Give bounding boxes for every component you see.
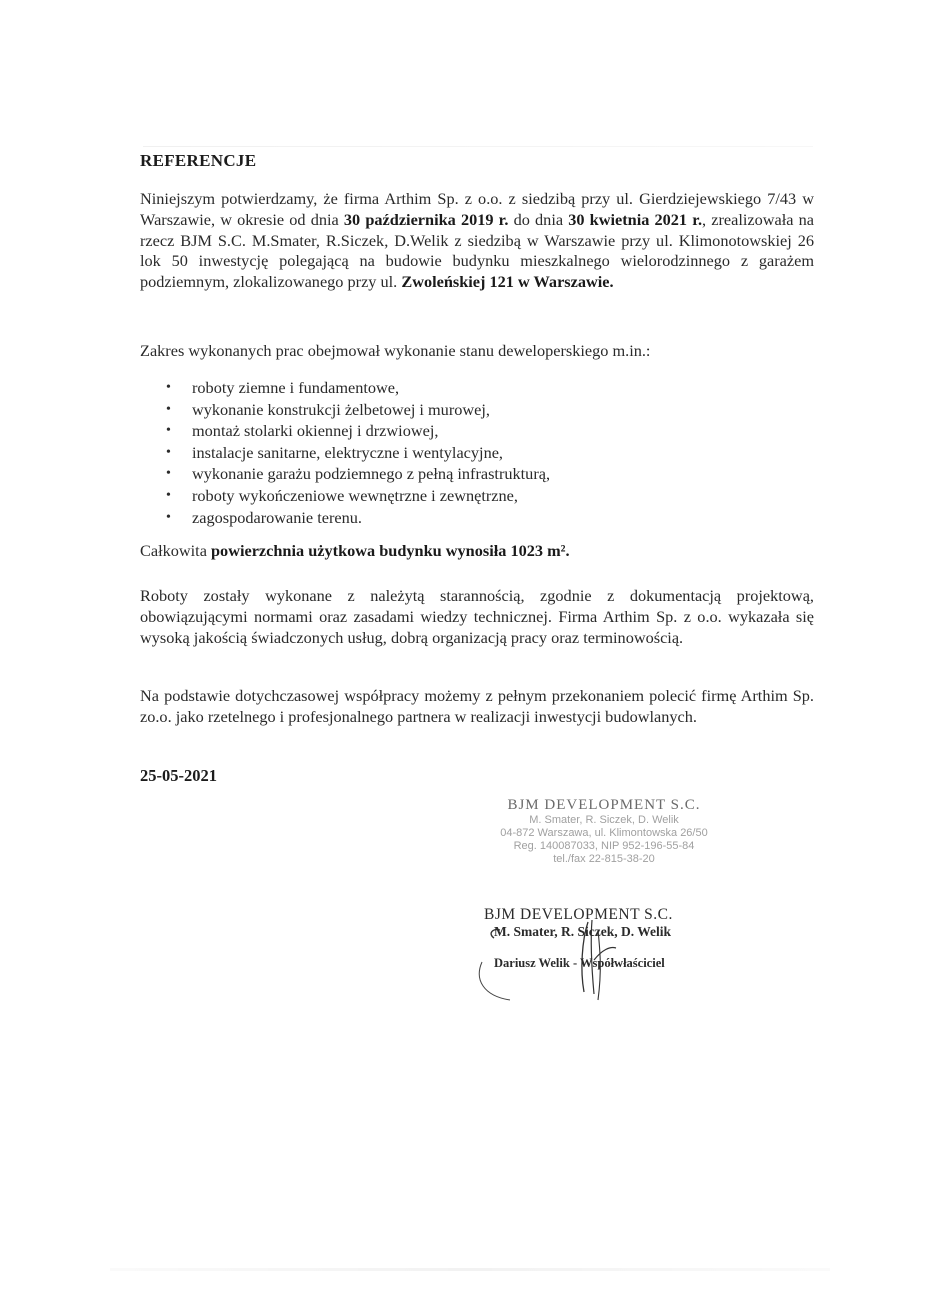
signature-stamp-company: BJM DEVELOPMENT S.C. xyxy=(484,906,673,923)
list-item: • roboty ziemne i fundamentowe, xyxy=(160,377,550,399)
document-heading: REFERENCJE xyxy=(140,151,257,170)
list-item: • zagospodarowanie terenu. xyxy=(160,507,550,529)
top-divider xyxy=(143,146,813,147)
stamp-company-name: BJM DEVELOPMENT S.C. xyxy=(507,797,701,813)
paragraph-intro: Niniejszym potwierdzamy, że firma Arthim Sp. z o.o. z siedzibą przy ul. Gierdziejewskiego 7/43 w Warszawie, w okresie od dnia 30 października 2019 r. do dnia 30 kwietnia 2021 r., zrealizowała na rzecz BJM S.C. M.Smater, R.Siczek, D.Welik z siedzibą w Warszawie przy ul. Klimonotowskiej 26 lok 50 inwestycję polegającą na budowie budynku mieszkalnego wielorodzinnego z garażem podziemnym, zlokalizowanego przy ul. Zwoleńskiej 121 w Warszawie. xyxy=(140,189,814,292)
list-item: • instalacje sanitarne, elektryczne i wentylacyjne, xyxy=(160,442,550,464)
stamp-registry: Reg. 140087033, NIP 952-196-55-84 xyxy=(513,840,695,852)
bottom-divider xyxy=(110,1268,830,1271)
signature-stamp-signatory: Dariusz Welik - Współwłaściciel xyxy=(494,956,665,970)
work-scope-list xyxy=(160,377,550,528)
document-date: 25-05-2021 xyxy=(140,766,217,785)
paragraph-area: Całkowita powierzchnia użytkowa budynku wynosiła 1023 m². xyxy=(140,541,570,560)
stamp-phone: tel./fax 22-815-38-20 xyxy=(553,853,655,865)
paragraph-quality: Roboty zostały wykonane z należytą starannością, zgodnie z dokumentacją projektową, obowiązującymi normami oraz zasadami wiedzy technicznej. Firma Arthim Sp. z o.o. wykazała się wysoką jakością świadczonych usług, dobrą organizacją pracy oraz terminowością. xyxy=(140,586,814,647)
company-stamp xyxy=(494,797,714,866)
list-item: • roboty wykończeniowe wewnętrzne i zewnętrzne, xyxy=(160,485,550,507)
paragraph-scope: Zakres wykonanych prac obejmował wykonanie stanu deweloperskiego m.in.: xyxy=(140,341,651,360)
stamp-owners: M. Smater, R. Siczek, D. Welik xyxy=(529,814,679,826)
list-item: • wykonanie konstrukcji żelbetowej i murowej, xyxy=(160,399,550,421)
signature-stamp-owners: M. Smater, R. Siczek, D. Welik xyxy=(494,924,671,939)
signature-stamp xyxy=(484,906,714,971)
paragraph-recommendation: Na podstawie dotychczasowej współpracy możemy z pełnym przekonaniem polecić firmę Arthim Sp. zo.o. jako rzetelnego i profesjonalnego partnera w realizacji inwestycji budowlanych. xyxy=(140,686,814,726)
list-item: • montaż stolarki okiennej i drzwiowej, xyxy=(160,420,550,442)
stamp-address: 04-872 Warszawa, ul. Klimontowska 26/50 xyxy=(500,827,708,839)
list-item: • wykonanie garażu podziemnego z pełną infrastrukturą, xyxy=(160,463,550,485)
